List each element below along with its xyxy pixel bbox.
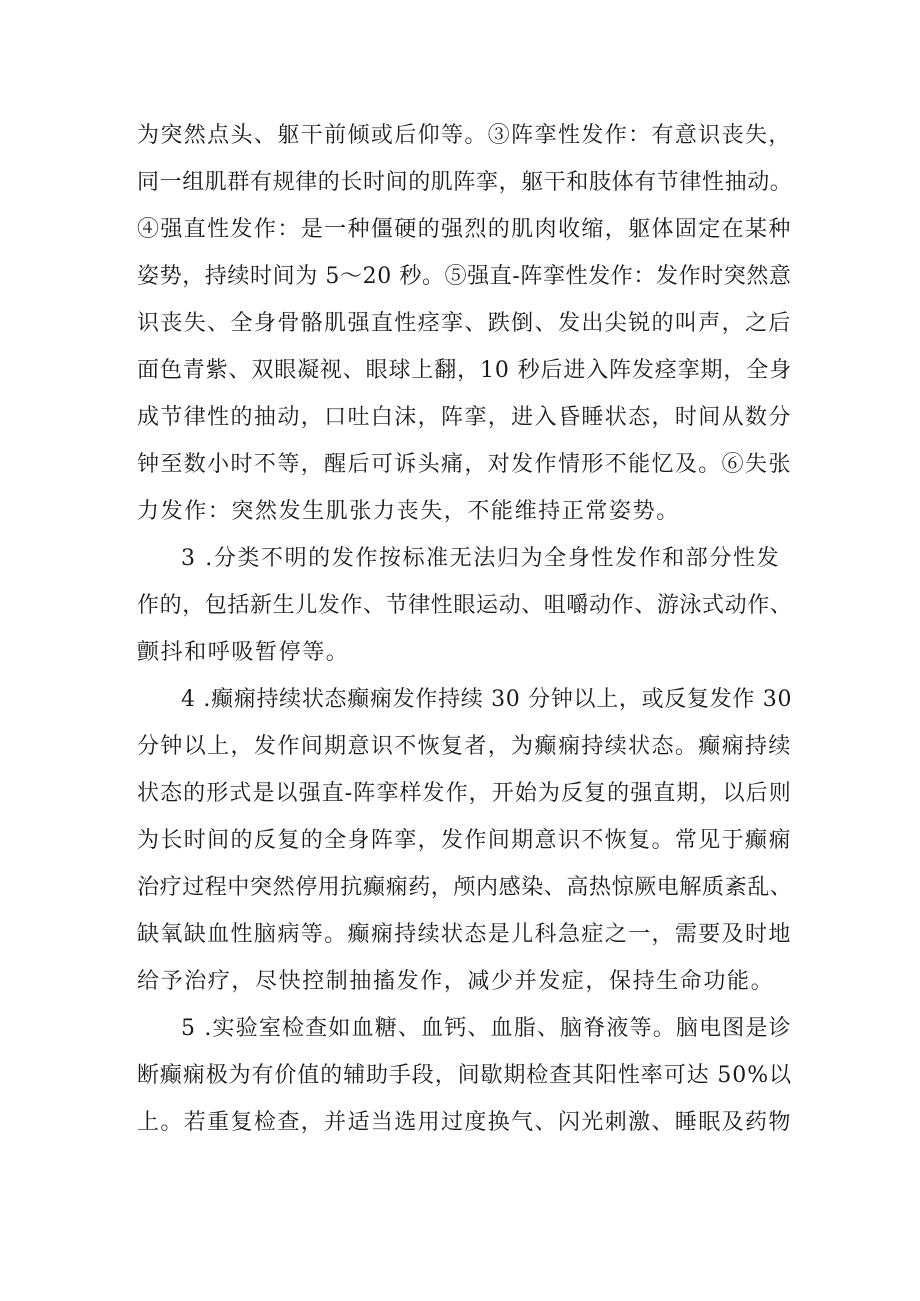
text-line: 给予治疗，尽快控制抽搐发作，减少并发症，保持生命功能。: [137, 969, 775, 994]
text-line: 治疗过程中突然停用抗癫痫药，颅内感染、高热惊厥电解质紊乱、: [137, 875, 793, 900]
paragraph-lab-tests: [137, 1005, 792, 1146]
text-line: 成节律性的抽动，口吐白沫，阵挛，进入昏睡状态，时间从数分: [137, 405, 792, 430]
text-line: 面色青紫、双眼凝视、眼球上翻，10 秒后进入阵发痉挛期，全身: [137, 358, 792, 383]
text-line: 状态的形式是以强直-阵挛样发作，开始为反复的强直期，以后则: [137, 781, 792, 806]
text-line: 力发作：突然发生肌张力丧失，不能维持正常姿势。: [137, 499, 680, 524]
paragraph-status-epilepticus: [137, 676, 792, 1005]
text-line: 5 .实验室检查如血糖、血钙、血脂、脑脊液等。脑电图是诊: [181, 1016, 792, 1041]
text-line: 分钟以上，发作间期意识不恢复者，为癫痫持续状态。癫痫持续: [137, 734, 792, 759]
text-line: 4 .癫痫持续状态癫痫发作持续 30 分钟以上，或反复发作 30: [181, 687, 793, 712]
text-line: ④强直性发作：是一种僵硬的强烈的肌肉收缩，躯体固定在某种: [137, 217, 792, 242]
text-line: 姿势，持续时间为 5～20 秒。⑤强直-阵挛性发作：发作时突然意: [137, 264, 792, 289]
paragraph-seizure-types: [137, 112, 792, 535]
text-line: 断癫痫极为有价值的辅助手段，间歇期检查其阳性率可达 50%以: [137, 1063, 792, 1088]
text-line: 同一组肌群有规律的长时间的肌阵挛，躯干和肢体有节律性抽动。: [137, 170, 793, 195]
text-line: 上。若重复检查，并适当选用过度换气、闪光刺激、睡眠及药物: [137, 1110, 792, 1135]
text-line: 缺氧缺血性脑病等。癫痫持续状态是儿科急症之一，需要及时地: [137, 922, 792, 947]
text-line: 颤抖和呼吸暂停等。: [137, 640, 350, 665]
text-line: 3 .分类不明的发作按标准无法归为全身性发作和部分性发: [181, 546, 781, 571]
text-line: 为突然点头、躯干前倾或后仰等。③阵挛性发作：有意识丧失，: [137, 123, 792, 148]
text-line: 钟至数小时不等，醒后可诉头痛，对发作情形不能忆及。⑥失张: [137, 452, 792, 477]
paragraph-unclassified-seizures: [137, 535, 792, 676]
text-line: 作的，包括新生儿发作、节律性眼运动、咀嚼动作、游泳式动作、: [137, 593, 793, 618]
text-line: 识丧失、全身骨骼肌强直性痉挛、跌倒、发出尖锐的叫声，之后: [137, 311, 792, 336]
text-line: 为长时间的反复的全身阵挛，发作间期意识不恢复。常见于癫痫: [137, 828, 792, 853]
